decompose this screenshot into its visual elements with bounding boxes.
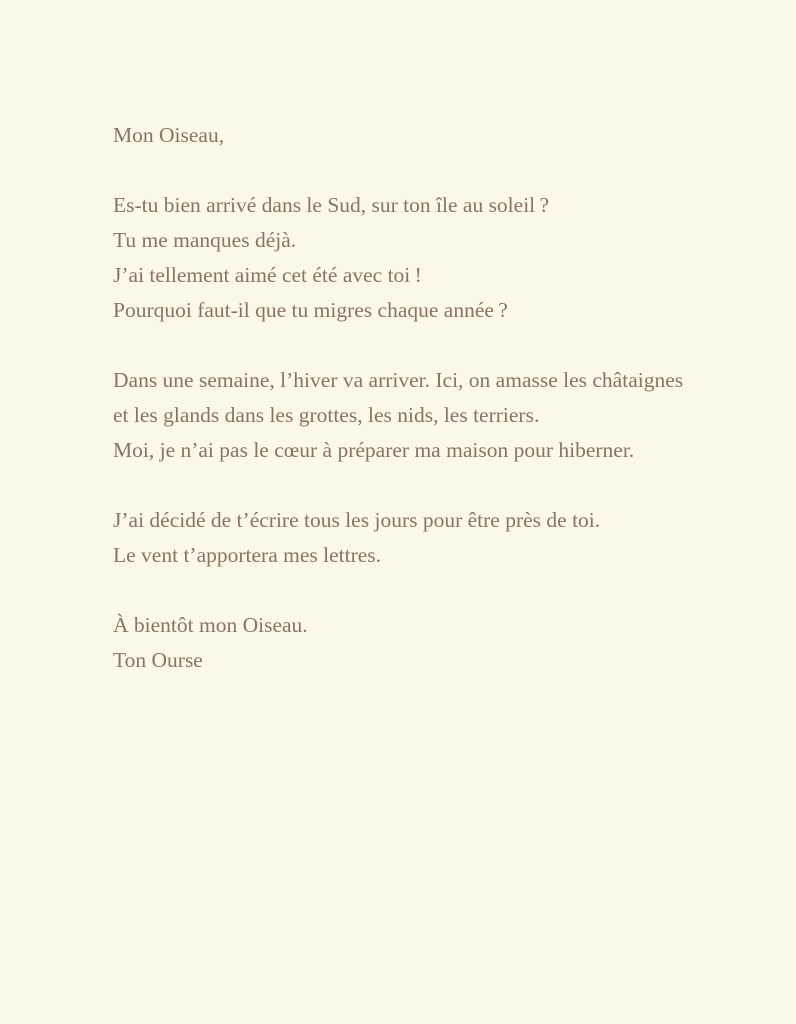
letter-line: Dans une semaine, l’hiver va arriver. Ici, on amasse les châtaignes	[113, 368, 684, 392]
letter-signature-name: Ton Ourse	[113, 648, 203, 672]
letter-line: Moi, je n’ai pas le cœur à préparer ma maison pour hiberner.	[113, 438, 635, 462]
letter-paragraph-questions	[113, 188, 746, 328]
letter-line: J’ai tellement aimé cet été avec toi !	[113, 263, 422, 287]
letter-line: et les glands dans les grottes, les nids, les terriers.	[113, 403, 540, 427]
letter-paragraph-letters	[113, 503, 746, 573]
letter-line: Es-tu bien arrivé dans le Sud, sur ton île au soleil ?	[113, 193, 549, 217]
letter-line: Mon Oiseau,	[113, 123, 225, 147]
letter-signature	[113, 608, 746, 678]
letter-line: Tu me manques déjà.	[113, 228, 297, 252]
letter-paragraph-winter	[113, 363, 746, 468]
letter-line: J’ai décidé de t’écrire tous les jours pour être près de toi.	[113, 508, 601, 532]
letter-line: À bientôt mon Oiseau.	[113, 613, 308, 637]
letter-salutation	[113, 118, 746, 153]
letter-line: Le vent t’apportera mes lettres.	[113, 543, 382, 567]
letter-line: Pourquoi faut-il que tu migres chaque année ?	[113, 298, 508, 322]
